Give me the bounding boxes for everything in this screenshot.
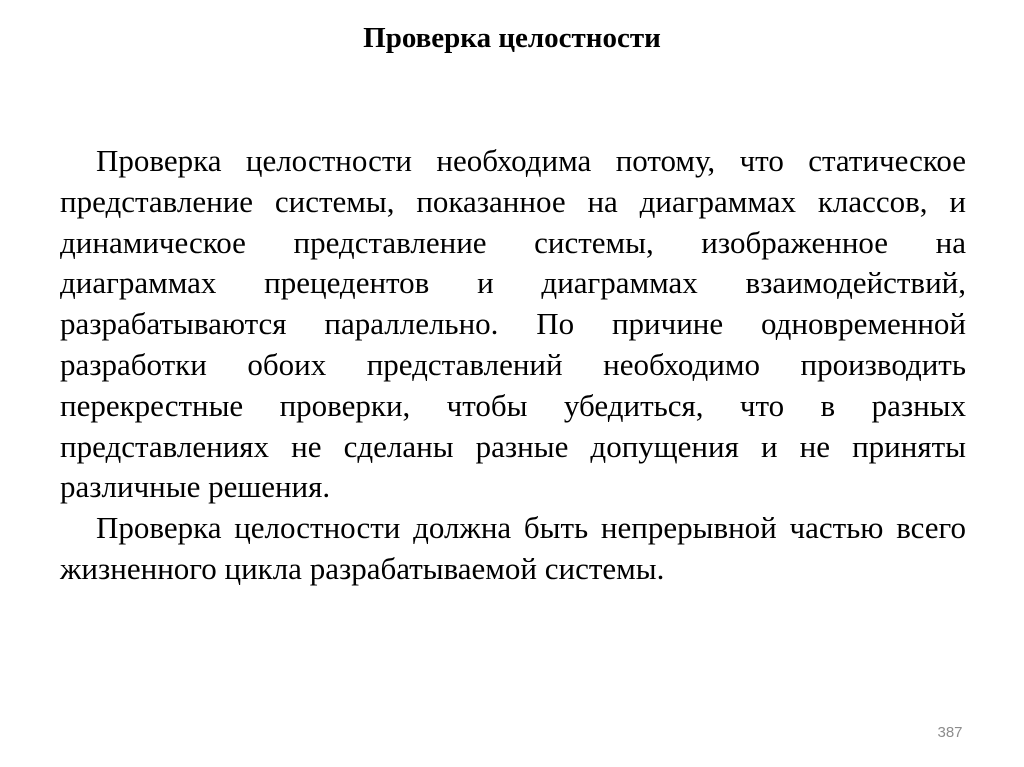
body-paragraph-1: Проверка целостности необходима потому, что статическое представление системы, показанное на диаграммах классов, и динамическое представление системы, изображенное на диаграммах прецедентов и диаграммах взаимодействий, разрабатываются параллельно. По причине одновременной разработки обоих представлений необходимо производить перекрестные проверки, чтобы убедиться, что в разных представлениях не сделаны разные допущения и не приняты различные решения. (60, 143, 966, 505)
slide-body (60, 141, 966, 590)
slide-title: Проверка целостности (363, 22, 661, 54)
page-number: 387 (937, 724, 963, 741)
body-paragraph-2: Проверка целостности должна быть непрерывной частью всего жизненного цикла разрабатываемой системы. (60, 510, 966, 586)
